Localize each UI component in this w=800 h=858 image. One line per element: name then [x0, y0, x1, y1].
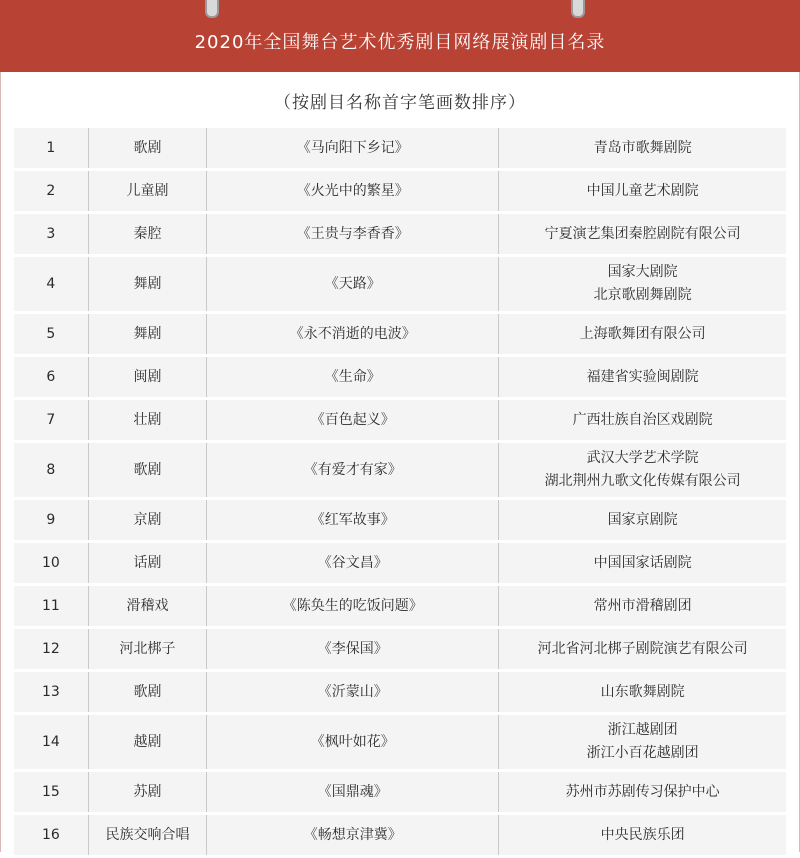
row-unit: 国家京剧院 [607, 511, 678, 528]
table-row [14, 629, 786, 669]
row-genre: 歌剧 [88, 672, 207, 712]
row-number: 7 [14, 400, 88, 440]
page-subtitle: （按剧目名称首字笔画数排序） [274, 93, 526, 113]
row-genre: 舞剧 [88, 257, 207, 311]
row-genre: 秦腔 [88, 214, 207, 254]
row-units [498, 171, 786, 211]
row-title: 《火光中的繁星》 [206, 171, 498, 211]
row-units [498, 400, 786, 440]
row-unit: 常州市滑稽剧团 [593, 597, 692, 614]
row-title: 《沂蒙山》 [206, 672, 498, 712]
row-number: 12 [14, 629, 88, 669]
row-unit: 山东歌舞剧院 [600, 683, 685, 700]
row-number: 9 [14, 500, 88, 540]
row-number: 2 [14, 171, 88, 211]
table-row [14, 357, 786, 397]
row-unit: 北京歌剧舞剧院 [593, 287, 692, 303]
row-units [498, 128, 786, 168]
row-title: 《陈奂生的吃饭问题》 [206, 586, 498, 626]
row-title: 《永不消逝的电波》 [206, 314, 498, 354]
row-units [498, 586, 786, 626]
row-units [498, 543, 786, 583]
row-number: 6 [14, 357, 88, 397]
row-units [498, 314, 786, 354]
row-genre: 京剧 [88, 500, 207, 540]
row-title: 《王贵与李香香》 [206, 214, 498, 254]
table-row [14, 500, 786, 540]
row-unit: 宁夏演艺集团秦腔剧院有限公司 [544, 225, 741, 242]
row-genre: 苏剧 [88, 772, 207, 812]
row-unit: 中央民族乐团 [600, 826, 685, 843]
row-title: 《谷文昌》 [206, 543, 498, 583]
row-title: 《畅想京津冀》 [206, 815, 498, 855]
table-row [14, 586, 786, 626]
row-number: 14 [14, 715, 88, 769]
row-number: 8 [14, 443, 88, 497]
row-genre: 河北梆子 [88, 629, 207, 669]
row-genre: 歌剧 [88, 443, 207, 497]
row-units [498, 443, 786, 497]
row-number: 3 [14, 214, 88, 254]
row-unit: 湖北荆州九歌文化传媒有限公司 [544, 473, 741, 489]
row-title: 《百色起义》 [206, 400, 498, 440]
row-units [498, 715, 786, 769]
row-title: 《生命》 [206, 357, 498, 397]
row-genre: 民族交响合唱 [88, 815, 207, 855]
row-genre: 壮剧 [88, 400, 207, 440]
table-row [14, 543, 786, 583]
row-genre: 话剧 [88, 543, 207, 583]
table-row [14, 715, 786, 769]
row-title: 《枫叶如花》 [206, 715, 498, 769]
row-unit: 中国国家话剧院 [593, 554, 692, 571]
table-row [14, 672, 786, 712]
table-row [14, 400, 786, 440]
row-title: 《国鼎魂》 [206, 772, 498, 812]
table-row [14, 171, 786, 211]
row-genre: 滑稽戏 [88, 586, 207, 626]
row-number: 15 [14, 772, 88, 812]
row-number: 1 [14, 128, 88, 168]
row-units [498, 772, 786, 812]
row-genre: 歌剧 [88, 128, 207, 168]
row-number: 4 [14, 257, 88, 311]
table-row [14, 128, 786, 168]
row-number: 16 [14, 815, 88, 855]
table-row [14, 815, 786, 855]
row-number: 13 [14, 672, 88, 712]
row-unit: 广西壮族自治区戏剧院 [572, 411, 713, 428]
table-row [14, 772, 786, 812]
row-unit: 苏州市苏剧传习保护中心 [565, 783, 720, 800]
row-title: 《李保国》 [206, 629, 498, 669]
row-units [498, 357, 786, 397]
row-unit: 河北省河北梆子剧院演艺有限公司 [537, 640, 748, 657]
table-row [14, 314, 786, 354]
table-row [14, 443, 786, 497]
row-unit: 武汉大学艺术学院 [586, 450, 699, 466]
row-title: 《马向阳下乡记》 [206, 128, 498, 168]
table-row [14, 214, 786, 254]
row-unit: 国家大剧院 [607, 264, 678, 280]
program-table [14, 125, 786, 858]
row-units [498, 257, 786, 311]
row-unit: 浙江越剧团 [607, 722, 678, 738]
row-units [498, 214, 786, 254]
row-number: 11 [14, 586, 88, 626]
page-title: 2020年全国舞台艺术优秀剧目网络展演剧目名录 [194, 32, 606, 53]
pin-icon [571, 0, 585, 18]
row-title: 《有爱才有家》 [206, 443, 498, 497]
table-row [14, 257, 786, 311]
row-units [498, 629, 786, 669]
row-units [498, 500, 786, 540]
row-title: 《红军故事》 [206, 500, 498, 540]
row-unit: 中国儿童艺术剧院 [586, 182, 699, 199]
row-unit: 浙江小百花越剧团 [586, 745, 699, 761]
pin-icon [205, 0, 219, 18]
row-genre: 儿童剧 [88, 171, 207, 211]
row-units [498, 672, 786, 712]
row-number: 5 [14, 314, 88, 354]
row-genre: 闽剧 [88, 357, 207, 397]
row-genre: 越剧 [88, 715, 207, 769]
row-genre: 舞剧 [88, 314, 207, 354]
row-unit: 青岛市歌舞剧院 [593, 139, 692, 156]
row-units [498, 815, 786, 855]
row-title: 《天路》 [206, 257, 498, 311]
row-unit: 福建省实验闽剧院 [586, 368, 699, 385]
row-unit: 上海歌舞团有限公司 [579, 325, 706, 342]
row-number: 10 [14, 543, 88, 583]
